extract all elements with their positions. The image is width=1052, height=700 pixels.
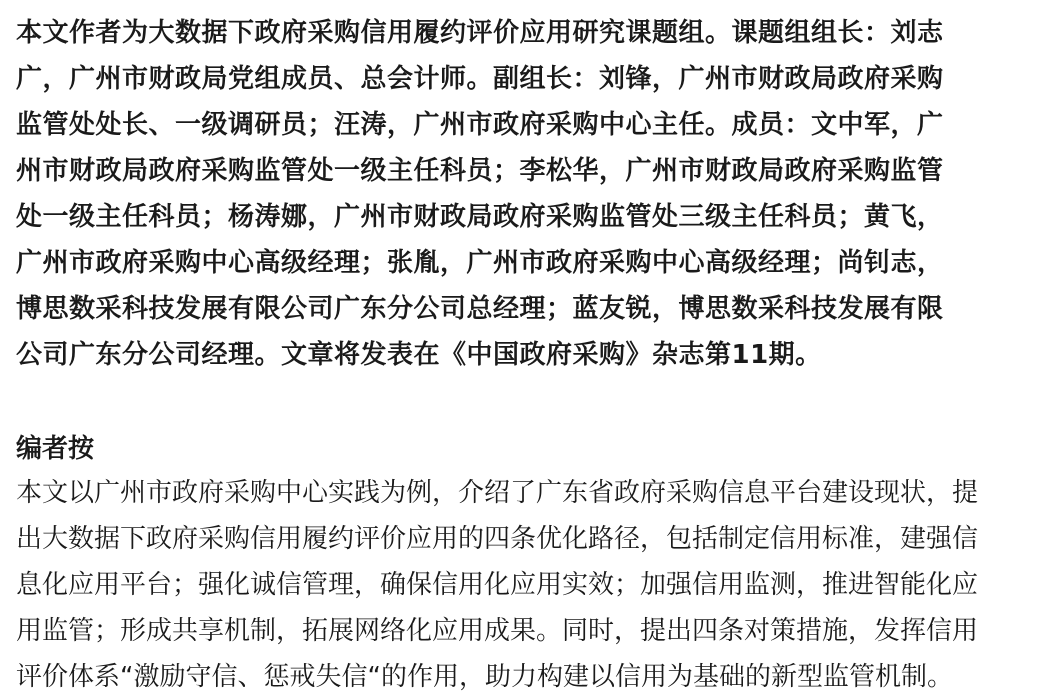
author-note-line: 监管处处长、一级调研员；汪涛，广州市政府采购中心主任。成员：文中军，广: [16, 110, 944, 140]
author-note-line: 本文作者为大数据下政府采购信用履约评价应用研究课题组。课题组组长：刘志: [16, 18, 944, 48]
author-note-line: 公司广东分公司经理。文章将发表在《中国政府采购》杂志第11期。: [16, 340, 822, 370]
author-note-line: 广，广州市财政局党组成员、总会计师。副组长：刘锋，广州市财政局政府采购: [16, 64, 944, 94]
author-note: [16, 10, 1030, 378]
editor-note-line: 本文以广州市政府采购中心实践为例，介绍了广东省政府采购信息平台建设现状，提: [16, 478, 979, 508]
author-note-line: 博思数采科技发展有限公司广东分公司总经理；蓝友锐，博思数采科技发展有限: [16, 294, 944, 324]
editor-note-line: 用监管；形成共享机制，拓展网络化应用成果。同时，提出四条对策措施，发挥信用: [16, 616, 979, 646]
editor-note-body: [16, 470, 1030, 700]
author-note-line: 处一级主任科员；杨涛娜，广州市财政局政府采购监管处三级主任科员；黄飞，: [16, 202, 944, 232]
editor-note-line: 息化应用平台；强化诚信管理，确保信用化应用实效；加强信用监测，推进智能化应: [16, 570, 979, 600]
editor-note-line: 出大数据下政府采购信用履约评价应用的四条优化路径，包括制定信用标准，建强信: [16, 524, 979, 554]
editor-note-title: 编者按: [16, 434, 95, 464]
author-note-line: 广州市政府采购中心高级经理；张胤，广州市政府采购中心高级经理；尚钊志，: [16, 248, 944, 278]
editor-note-line: 评价体系“激励守信、惩戒失信“的作用，助力构建以信用为基础的新型监管机制。: [16, 662, 953, 692]
author-note-line: 州市财政局政府采购监管处一级主任科员；李松华，广州市财政局政府采购监管: [16, 156, 944, 186]
